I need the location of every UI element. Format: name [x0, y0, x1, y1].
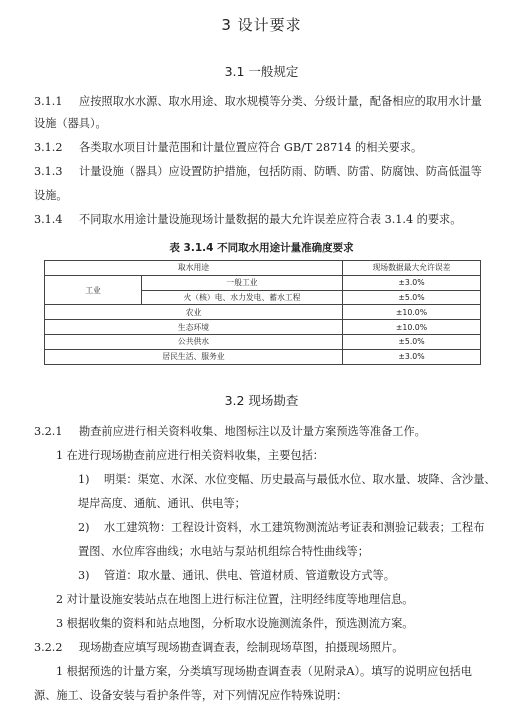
sub-item-number: 2) [78, 521, 90, 534]
clause-number: 3.1.4 [34, 213, 63, 226]
sub-item-text: 置图、水位库容曲线；水电站与泵站机组综合特性曲线等； [78, 545, 369, 558]
table-row [45, 349, 481, 364]
table-caption: 表 3.1.4 不同取水用途计量准确度要求 [169, 242, 354, 254]
table-header-row [45, 261, 481, 276]
clause-number: 3.2.1 [34, 425, 63, 438]
use-cell: 公共供水 [45, 334, 343, 349]
sub-item-text: 堤岸高度、通航、通讯、供电等； [78, 497, 246, 510]
list-item: 1 根据预选的计量方案，分类填写现场勘查调查表（见附录A）。填写的说明应包括电 [56, 665, 472, 678]
sub-item-number: 3) [78, 569, 90, 582]
table-row [45, 305, 481, 320]
table-row [45, 320, 481, 335]
clause-number: 3.1.1 [34, 95, 63, 108]
clause-text: 各类取水项目计量范围和计量位置应符合 GB/T 28714 的相关要求。 [79, 141, 423, 154]
chapter-title: 3 设计要求 [221, 16, 302, 34]
accuracy-table [44, 260, 481, 365]
list-item: 1 在进行现场勘查前应进行相关资料收集，主要包括： [56, 449, 324, 462]
section-title-3-1: 3.1 一般规定 [224, 64, 299, 79]
sub-item-number: 1) [78, 473, 90, 486]
use-cell: 居民生活、服务业 [45, 349, 343, 364]
error-cell: ±5.0% [343, 334, 481, 349]
clause-text: 现场勘查应填写现场勘查调查表，绘制现场草图，拍摄现场照片。 [79, 641, 404, 654]
sub-item-text: 明渠：渠宽、水深、水位变幅、历史最高与最低水位、取水量、坡降、含沙量、 [104, 473, 496, 486]
use-cell: 一般工业 [142, 275, 343, 290]
clause-text: 应按照取水水源、取水用途、取水规模等分类、分级计量，配备相应的取用水计量 [79, 95, 482, 108]
error-cell: ±3.0% [343, 349, 481, 364]
use-cell: 火（核）电、水力发电、蓄水工程 [142, 290, 343, 305]
clause-number: 3.2.2 [34, 641, 63, 654]
list-item: 3 根据收集的资料和站点地图，分析取水设施测流条件，预选测流方案。 [56, 617, 414, 630]
use-cell: 农业 [45, 305, 343, 320]
table-row [45, 275, 481, 290]
error-cell: ±10.0% [343, 305, 481, 320]
clause-text: 勘查前应进行相关资料收集、地图标注以及计量方案预选等准备工作。 [79, 425, 426, 438]
clause-number: 3.1.3 [34, 165, 63, 178]
list-item: 2 对计量设施安装站点在地图上进行标注位置，注明经纬度等地理信息。 [56, 593, 414, 606]
error-cell: ±10.0% [343, 320, 481, 335]
clause-text: 设施（器具）。 [34, 117, 107, 130]
clause-text: 不同取水用途计量设施现场计量数据的最大允许误差应符合表 3.1.4 的要求。 [79, 213, 462, 226]
industry-label: 工业 [45, 275, 142, 305]
clause-number: 3.1.2 [34, 141, 63, 154]
table-row [45, 334, 481, 349]
list-item: 源、施工、设备安装与看护条件等，对下列情况应作特殊说明： [34, 689, 348, 702]
use-cell: 生态环境 [45, 320, 343, 335]
sub-item-text: 水工建筑物：工程设计资料，水工建筑物测流站考证表和测验记载表；工程布 [104, 521, 485, 534]
clause-text: 设施。 [34, 189, 68, 202]
header-use: 取水用途 [45, 261, 343, 276]
section-title-3-2: 3.2 现场勘查 [224, 393, 299, 408]
error-cell: ±3.0% [343, 275, 481, 290]
sub-item-text: 管道：取水量、通讯、供电、管道材质、管道敷设方式等。 [104, 569, 395, 582]
clause-text: 计量设施（器具）应设置防护措施，包括防雨、防晒、防雷、防腐蚀、防高低温等 [79, 165, 482, 178]
header-error: 现场数据最大允许误差 [343, 261, 481, 276]
error-cell: ±5.0% [343, 290, 481, 305]
